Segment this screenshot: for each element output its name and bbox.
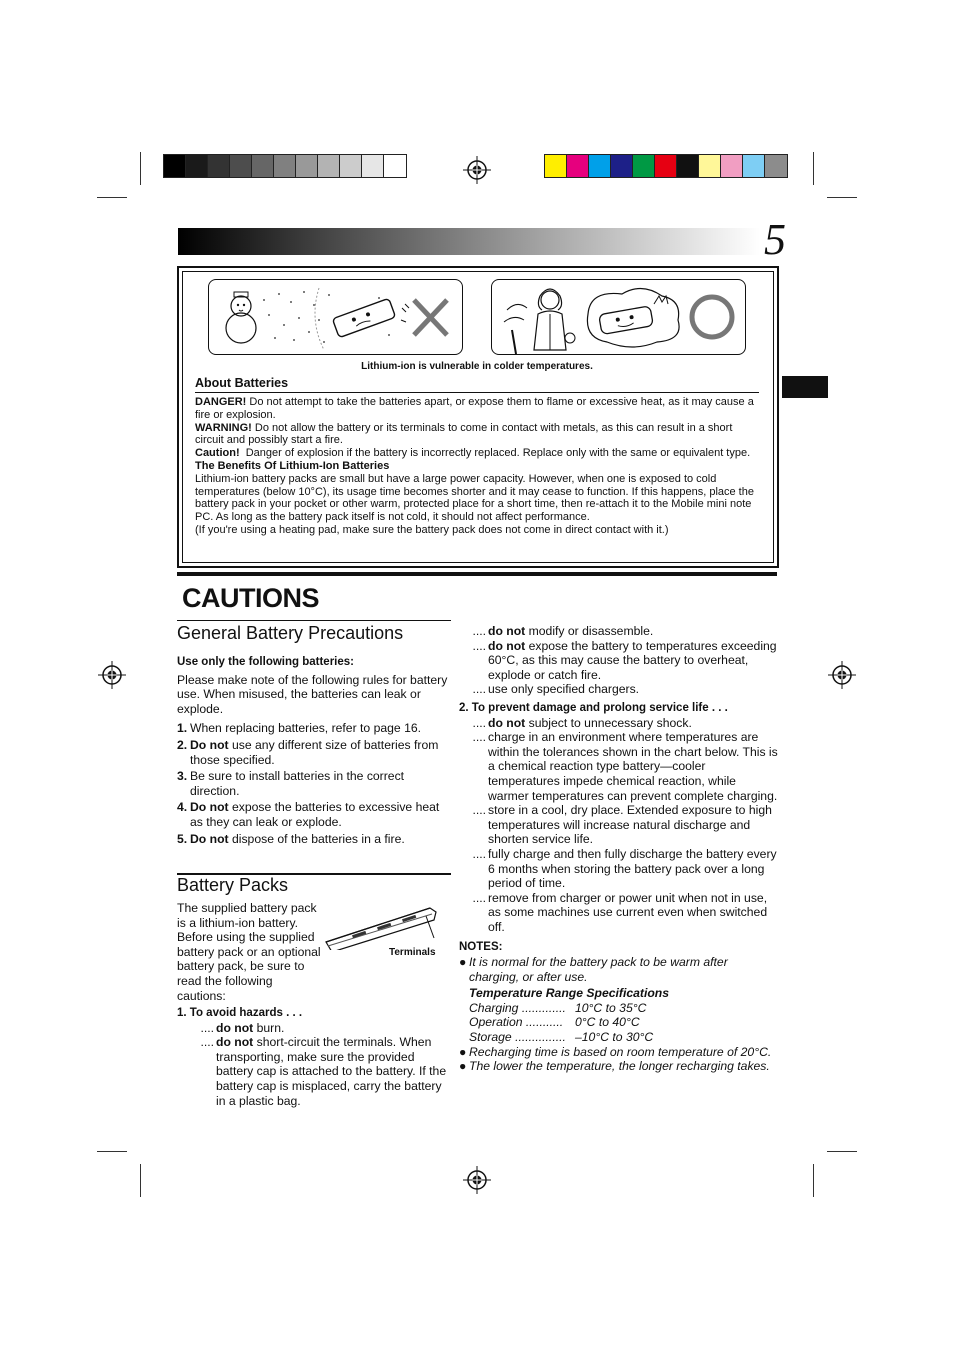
item-number: 4. xyxy=(177,800,188,815)
item-text: store in a cool, dry place. Extended exposure to high temperatures will increase natural discharge and shorten service life. xyxy=(488,803,772,847)
caution-text: Danger of explosion if the battery is incorrectly replaced. Replace only with the same or equivalent type. xyxy=(239,447,751,460)
item-text: use only specified chargers. xyxy=(488,682,640,697)
crop-mark xyxy=(813,152,814,185)
item-bold: do not xyxy=(216,1035,254,1050)
general-precautions-title: General Battery Precautions xyxy=(177,623,404,643)
general-precautions-column xyxy=(177,655,449,846)
note-3: The lower the temperature, the longer recharging takes. xyxy=(469,1059,770,1074)
warm-illustration xyxy=(491,279,746,355)
notes-title: NOTES: xyxy=(459,941,503,954)
list-item xyxy=(459,730,779,803)
warning-label: WARNING! xyxy=(195,421,252,434)
color-swatch xyxy=(633,155,655,177)
prolong-title: 2. To prevent damage and prolong service life . . . xyxy=(459,701,728,714)
spec-key: Storage ............... xyxy=(469,1030,566,1045)
spec-row xyxy=(469,1030,779,1045)
color-swatch xyxy=(611,155,633,177)
color-swatch xyxy=(318,155,340,177)
side-tab xyxy=(782,376,828,398)
color-swatch xyxy=(252,155,274,177)
right-column xyxy=(459,624,779,1074)
item-number: 1. xyxy=(177,721,188,736)
item-text: subject to unnecessary shock. xyxy=(525,715,692,730)
general-title-rule xyxy=(177,620,451,621)
item-bold: Do not xyxy=(190,800,229,815)
color-swatch xyxy=(743,155,765,177)
leader-dots: .... xyxy=(472,730,486,745)
leader-dots: .... xyxy=(200,1035,214,1050)
item-text: expose the battery to temperatures exceeding 60°C, as this may cause the battery to overheat, explode or catch fire. xyxy=(488,638,777,682)
color-swatch xyxy=(208,155,230,177)
color-swatch xyxy=(589,155,611,177)
battery-pack-icon xyxy=(322,900,442,950)
leader-dots: .... xyxy=(472,624,486,638)
list-item xyxy=(459,682,779,697)
list-item xyxy=(187,1021,451,1036)
color-swatch xyxy=(699,155,721,177)
battery-packs-title: Battery Packs xyxy=(177,875,289,895)
cold-illustration xyxy=(208,279,463,355)
color-swatch xyxy=(274,155,296,177)
person-warm-battery-icon xyxy=(492,280,745,354)
spec-value: 0°C to 40°C xyxy=(575,1015,640,1030)
color-swatch xyxy=(362,155,384,177)
item-text: charge in an environment where temperatures are within the tolerances shown in the chart below. This is a chemical reaction type battery—cooler temperatures impede chemical reaction, while warmer temperatures can prevent complete charging. xyxy=(488,730,778,803)
spec-key: Operation ........... xyxy=(469,1015,564,1030)
snowman-battery-icon xyxy=(209,280,462,354)
spec-row xyxy=(469,1015,779,1030)
color-swatch xyxy=(186,155,208,177)
illustration-caption: Lithium-ion is vulnerable in colder temperatures. xyxy=(361,361,593,372)
item-text: modify or disassemble. xyxy=(525,624,654,638)
item-text: short-circuit the terminals. When transporting, make sure the provided battery cap is attached to the battery. If the battery cap is misplaced, carry the battery in a plastic bag. xyxy=(216,1035,447,1108)
item-text: burn. xyxy=(253,1020,285,1035)
color-swatch xyxy=(545,155,567,177)
page-header-gradient xyxy=(178,228,760,255)
precaution-item xyxy=(177,832,449,847)
precaution-item xyxy=(177,769,449,798)
list-item xyxy=(459,891,779,935)
benefits-note: (If you're using a heating pad, make sure the battery pack does not come in direct contact with it.) xyxy=(195,523,669,536)
item-bold: Do not xyxy=(190,737,229,752)
bullet-icon: ● xyxy=(459,1044,467,1059)
color-swatch xyxy=(384,155,406,177)
list-item xyxy=(459,803,779,847)
registration-mark-icon xyxy=(463,156,491,184)
terminals-label: Terminals xyxy=(389,947,436,958)
section-rule xyxy=(177,572,777,576)
item-text: Be sure to install batteries in the correct direction. xyxy=(190,769,405,798)
note-1: It is normal for the battery pack to be warm after charging, or after use. xyxy=(469,955,728,984)
spec-value: –10°C to 30°C xyxy=(575,1030,654,1045)
cautions-title: CAUTIONS xyxy=(182,583,319,613)
color-swatch xyxy=(296,155,318,177)
crop-mark xyxy=(140,152,141,185)
item-bold: do not xyxy=(488,638,526,653)
crop-mark xyxy=(97,197,127,198)
general-intro: Please make note of the following rules for battery use. When misused, the batteries can leak or explode. xyxy=(177,672,448,716)
about-batteries-text xyxy=(195,396,761,537)
battery-packs-intro: The supplied battery pack is a lithium-ion battery. Before using the supplied battery pack or an optional battery pack, be sure to read the following cautions: xyxy=(177,901,321,1003)
leader-dots: .... xyxy=(200,1020,214,1035)
registration-mark-icon xyxy=(463,1166,491,1194)
color-swatch xyxy=(721,155,743,177)
note-2: Recharging time is based on room temperature of 20°C. xyxy=(469,1044,772,1059)
list-item xyxy=(459,624,779,639)
color-bar-grayscale xyxy=(163,154,407,178)
spec-value: 10°C to 35°C xyxy=(575,1000,647,1015)
use-only-heading: Use only the following batteries: xyxy=(177,656,354,668)
about-rule xyxy=(195,392,759,393)
about-batteries-title: About Batteries xyxy=(195,376,289,390)
precaution-item xyxy=(177,738,449,767)
color-swatch xyxy=(655,155,677,177)
list-item xyxy=(459,716,779,731)
danger-text: Do not attempt to take the batteries apart, or expose them to flame or excessive heat, as it may cause a fire or explosion. xyxy=(195,396,754,421)
crop-mark xyxy=(140,1164,141,1197)
color-swatch xyxy=(230,155,252,177)
color-swatch xyxy=(340,155,362,177)
caution-label: Caution! xyxy=(195,447,240,460)
danger-label: DANGER! xyxy=(195,396,247,408)
list-item xyxy=(459,847,779,891)
crop-mark xyxy=(827,1151,857,1152)
precaution-item xyxy=(177,721,449,736)
item-number: 5. xyxy=(177,831,188,846)
list-item xyxy=(187,1035,451,1108)
leader-dots: .... xyxy=(472,715,486,730)
color-swatch xyxy=(567,155,589,177)
benefits-text: Lithium-ion battery packs are small but have a large power capacity. However, when one is exposed to cold temperatures (below 10°C), its usage time becomes shorter and it may cease to function. If this happens, place the battery pack in your pocket or other warm, protected place for a short time, then re-attach it to the Mobile mini note PC. As long as the battery pack itself is not cold, it should not affect performance. xyxy=(195,472,754,524)
item-text: expose the batteries to excessive heat as they can leak or explode. xyxy=(190,800,440,829)
item-number: 2. xyxy=(177,737,188,752)
crop-mark xyxy=(813,1164,814,1197)
leader-dots: .... xyxy=(472,638,486,653)
spec-row xyxy=(469,1001,779,1016)
bullet-icon: ● xyxy=(459,955,467,970)
color-bar-colors xyxy=(544,154,788,178)
registration-mark-icon xyxy=(98,661,126,689)
hazards-column xyxy=(177,1006,451,1108)
benefits-title: The Benefits Of Lithium-Ion Batteries xyxy=(195,459,390,472)
hazards-title: 1. To avoid hazards . . . xyxy=(177,1007,303,1019)
bullet-icon: ● xyxy=(459,1059,467,1074)
spec-key: Charging ............. xyxy=(469,1000,566,1015)
leader-dots: .... xyxy=(472,682,486,697)
leader-dots: .... xyxy=(472,890,486,905)
color-swatch xyxy=(164,155,186,177)
crop-mark xyxy=(97,1151,127,1152)
spec-title: Temperature Range Specifications xyxy=(469,986,670,1001)
item-text: fully charge and then fully discharge the battery every 6 months when storing the battery pack over a long period of time. xyxy=(488,846,777,891)
color-swatch xyxy=(677,155,699,177)
item-bold: do not xyxy=(488,715,526,730)
item-bold: do not xyxy=(488,624,526,638)
list-item xyxy=(459,639,779,683)
leader-dots: .... xyxy=(472,846,486,861)
item-text: remove from charger or power unit when not in use, as some machines use current even when switched off. xyxy=(488,890,768,934)
item-number: 3. xyxy=(177,769,188,784)
item-bold: do not xyxy=(216,1020,254,1035)
item-bold: Do not xyxy=(190,831,229,846)
item-text: dispose of the batteries in a fire. xyxy=(228,831,405,846)
registration-mark-icon xyxy=(828,661,856,689)
warning-text: Do not allow the battery or its terminals to come in contact with metals, as this can result in a short circuit and possibly start a fire. xyxy=(195,421,733,447)
color-swatch xyxy=(765,155,787,177)
page-number: 5 xyxy=(764,215,786,264)
item-text: use any different size of batteries from those specified. xyxy=(190,737,439,767)
crop-mark xyxy=(827,197,857,198)
precaution-item xyxy=(177,800,449,829)
item-text: When replacing batteries, refer to page 16. xyxy=(190,721,422,736)
leader-dots: .... xyxy=(472,803,486,818)
